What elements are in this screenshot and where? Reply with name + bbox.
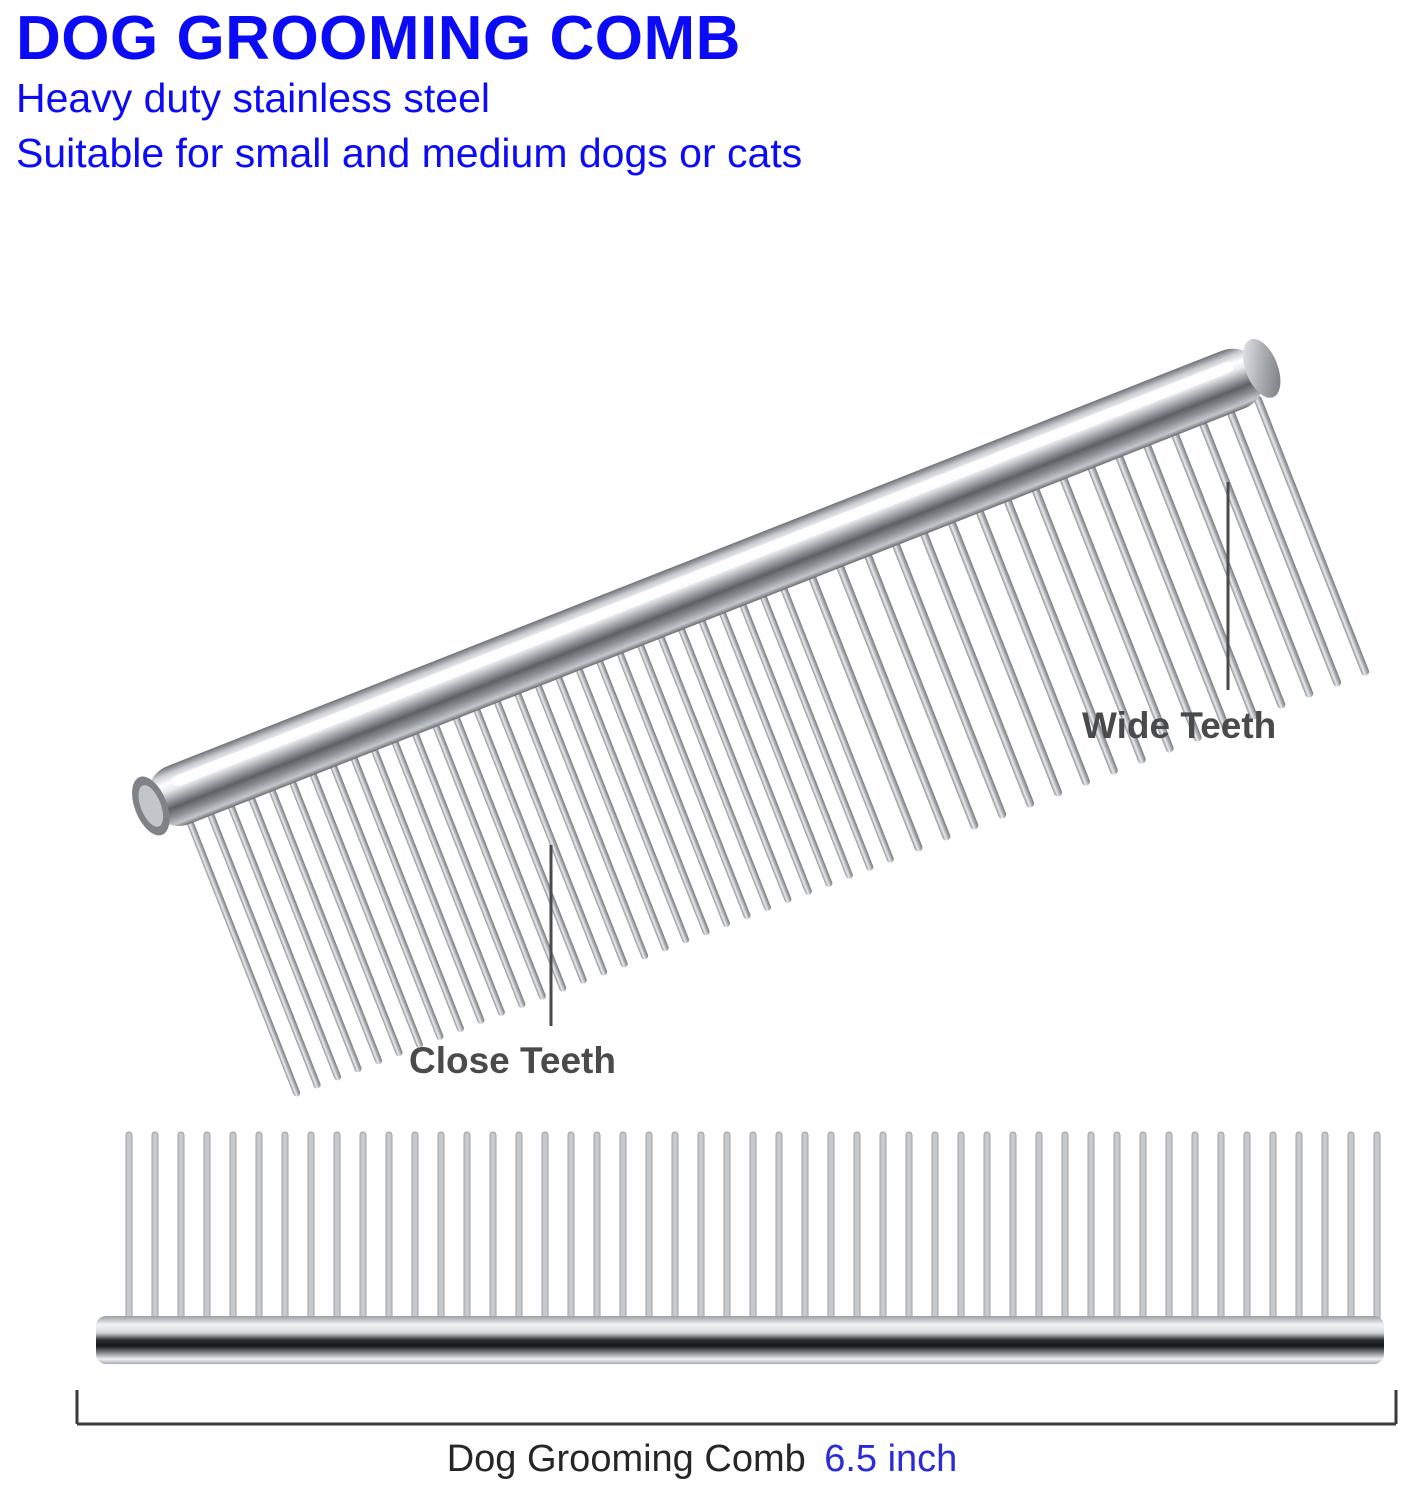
- page-title: DOG GROOMING COMB: [16, 4, 741, 73]
- caption-size-value: 6.5 inch: [824, 1438, 958, 1480]
- subtitle-line-1: Heavy duty stainless steel: [16, 75, 491, 122]
- caption-product-name: Dog Grooming Comb: [446, 1438, 806, 1480]
- dimension-bracket: [77, 1390, 1396, 1424]
- close-teeth-label: Close Teeth: [409, 1040, 616, 1081]
- front-view-spine: [96, 1316, 1384, 1364]
- product-caption: [0, 1438, 1404, 1481]
- header-text-block: [16, 6, 1266, 182]
- wide-teeth-label: Wide Teeth: [1082, 705, 1277, 746]
- comb-front-view: [96, 1132, 1384, 1364]
- subtitle-line-2: Suitable for small and medium dogs or cats: [16, 130, 803, 177]
